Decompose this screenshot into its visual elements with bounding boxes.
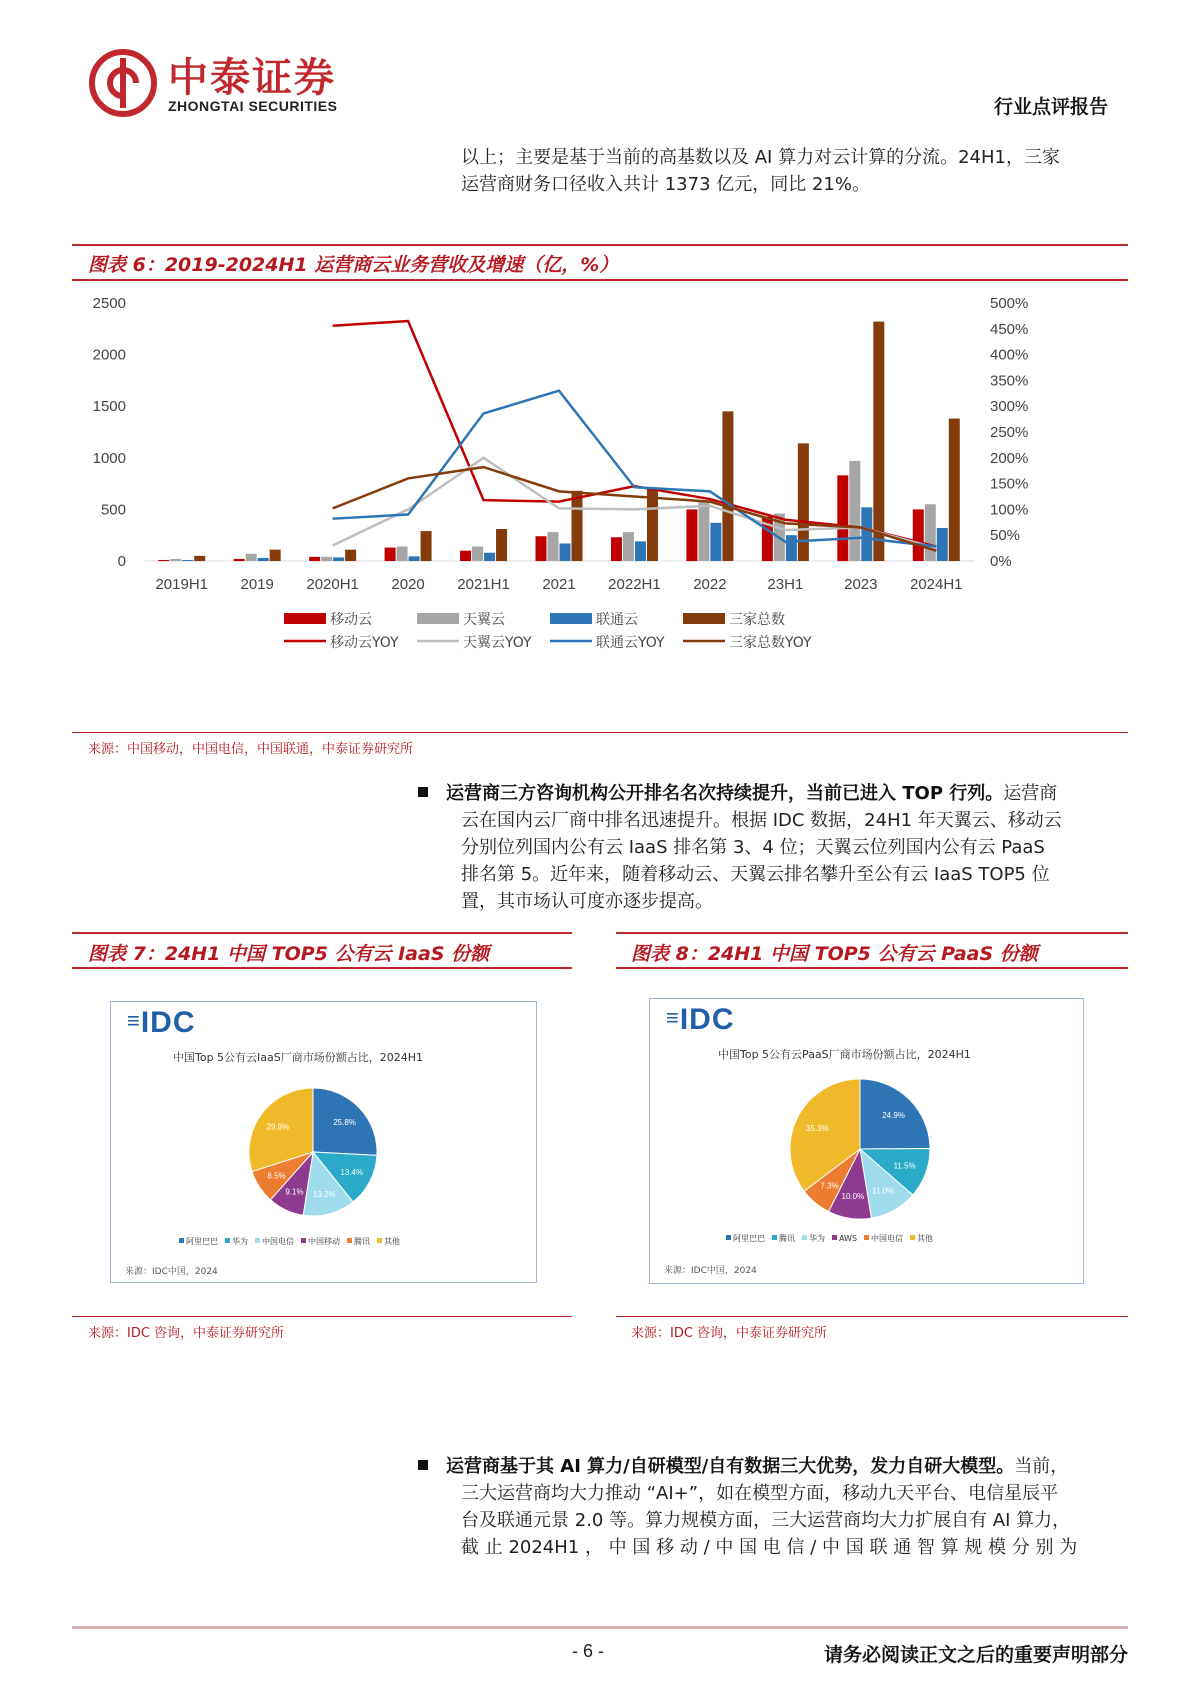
- legend-label: 移动云YOY: [330, 635, 399, 651]
- pie-legend-label: 华为: [809, 1234, 825, 1243]
- figure8-idc-panel: [649, 998, 1084, 1284]
- legend-label: 三家总数YOY: [729, 635, 812, 651]
- bar-联通云: [409, 556, 420, 561]
- bar-天翼云: [246, 554, 257, 561]
- pie-legend-label: 中国电信: [871, 1234, 904, 1243]
- pie-legend-label: 华为: [232, 1237, 248, 1246]
- pie-legend-item: [255, 1237, 294, 1246]
- x-axis-tick: 2024H1: [909, 576, 963, 593]
- bar-移动云: [536, 536, 547, 561]
- bar-三家总数: [421, 531, 432, 561]
- bar-移动云: [686, 509, 697, 561]
- footer-rule: [72, 1626, 1128, 1629]
- bar-天翼云: [472, 547, 483, 561]
- bar-天翼云: [321, 557, 332, 561]
- figure7-title: 图表 7：24H1 中国 TOP5 公有云 IaaS 份额: [88, 943, 490, 965]
- pie-slice-label: 11.0%: [872, 1186, 895, 1196]
- legend-label: 移动云: [330, 612, 372, 628]
- bar-三家总数: [873, 322, 884, 561]
- right-axis-tick: 450%: [990, 320, 1029, 338]
- intro-line-2: 运营商财务口径收入共计 1373 亿元，同比 21%。: [461, 174, 870, 195]
- figure6-bottom-rule: [72, 732, 1128, 733]
- legend-label: 联通云: [596, 612, 638, 628]
- right-axis-tick: 300%: [990, 398, 1029, 416]
- figure8-source: 来源：IDC 咨询，中泰证券研究所: [631, 1326, 828, 1341]
- x-axis-tick: 2020: [391, 576, 425, 593]
- bar-三家总数: [572, 491, 583, 561]
- legend-label: 天翼云YOY: [463, 635, 532, 651]
- figure7-source: 来源：IDC 咨询，中泰证券研究所: [88, 1326, 285, 1341]
- pie-legend-item: [910, 1234, 933, 1243]
- pie-legend-item: [772, 1234, 795, 1243]
- pie-legend-swatch: [301, 1238, 306, 1243]
- pie-legend-label: 阿里巴巴: [186, 1237, 218, 1246]
- right-axis-tick: 400%: [990, 346, 1029, 364]
- bullet1-line-2: 云在国内云厂商中排名迅速提升。根据 IDC 数据，24H1 年天翼云、移动云: [461, 810, 1062, 831]
- left-axis-tick: 1000: [92, 449, 126, 467]
- right-axis-tick: 200%: [990, 449, 1029, 467]
- bar-移动云: [309, 557, 320, 561]
- bar-联通云: [710, 523, 721, 561]
- bullet1-heading: 运营商三方咨询机构公开排名名次持续提升，当前已进入 TOP 行列。: [446, 783, 1004, 804]
- figure8-title: 图表 8：24H1 中国 TOP5 公有云 PaaS 份额: [631, 943, 1038, 965]
- bullet1-line-3: 分别位列国内公有云 IaaS 排名第 3、4 位；天翼云位列国内公有云 PaaS: [461, 837, 1045, 858]
- company-name-en: ZHONGTAI SECURITIES: [168, 98, 338, 114]
- bullet2-text: 当前，: [1014, 1456, 1069, 1477]
- idc-logo: ≡IDC: [666, 1003, 735, 1036]
- bar-联通云: [182, 560, 193, 561]
- pie-slice-label: 13.4%: [340, 1167, 364, 1177]
- pie-slice-label: 9.1%: [285, 1187, 304, 1197]
- x-axis-tick: 2020H1: [306, 576, 359, 593]
- pie-slice-label: 11.5%: [893, 1161, 916, 1171]
- bar-三家总数: [798, 443, 809, 561]
- legend-label: 联通云YOY: [596, 635, 665, 651]
- pie-legend-swatch: [179, 1238, 184, 1243]
- pie-legend-swatch: [225, 1238, 230, 1243]
- bullet1-line-5: 置，其市场认可度亦逐步提高。: [461, 891, 713, 912]
- figure6-source: 来源：中国移动，中国电信，中国联通，中泰证券研究所: [88, 742, 414, 757]
- pie-slice-label: 8.5%: [267, 1171, 286, 1181]
- pie-legend-label: 腾讯: [354, 1237, 370, 1246]
- pie-legend-swatch: [255, 1238, 260, 1243]
- figure7-idc-panel: [110, 1001, 537, 1283]
- bullet1-line-4: 排名第 5。近年来，随着移动云、天翼云排名攀升至公有云 IaaS TOP5 位: [461, 864, 1050, 885]
- idc-logo: ≡IDC: [127, 1006, 196, 1039]
- pie-legend-item: [377, 1237, 400, 1246]
- bar-三家总数: [647, 489, 658, 561]
- figure7-top-rule: [72, 932, 572, 934]
- bar-联通云: [560, 543, 571, 561]
- intro-line-1: 以上；主要是基于当前的高基数以及 AI 算力对云计算的分流。24H1，三家: [461, 147, 1060, 168]
- bar-移动云: [460, 551, 471, 561]
- pie-slice-label: 25.8%: [333, 1118, 356, 1128]
- pie-legend-item: [802, 1234, 825, 1243]
- pie-legend-item: [347, 1237, 370, 1246]
- pie-legend-label: 其他: [384, 1237, 400, 1246]
- bar-联通云: [635, 541, 646, 561]
- bar-三家总数: [722, 411, 733, 561]
- x-axis-tick: 2023: [844, 576, 878, 593]
- bar-三家总数: [496, 529, 507, 561]
- bullet2-heading: 运营商基于其 AI 算力/自研模型/自有数据三大优势，发力自研大模型。: [446, 1456, 1015, 1477]
- bar-联通云: [937, 528, 948, 561]
- pie-legend-swatch: [864, 1235, 869, 1240]
- pie-legend-item: [179, 1237, 218, 1246]
- figure7-pie-chart: [241, 1086, 401, 1226]
- x-axis-tick: 23H1: [767, 576, 804, 593]
- figure6-chart: [74, 283, 1114, 713]
- pie-legend-label: 中国移动: [308, 1237, 340, 1246]
- company-logo-icon: [88, 48, 158, 118]
- pie-slice-label: 24.9%: [882, 1111, 905, 1121]
- bar-移动云: [837, 475, 848, 561]
- bullet-paragraph-1: [418, 780, 1125, 915]
- bar-三家总数: [270, 550, 281, 561]
- bullet2-line-2: 三大运营商均大力推动 “AI+”，如在模型方面，移动九天平台、电信星辰平: [461, 1483, 1059, 1504]
- legend-swatch: [683, 613, 725, 624]
- pie-legend-swatch: [726, 1235, 731, 1240]
- figure8-idc-source: 来源：IDC中国，2024: [664, 1266, 757, 1276]
- figure7-bottom-rule: [72, 1316, 572, 1317]
- bar-移动云: [158, 560, 169, 561]
- x-axis-tick: 2019: [240, 576, 274, 593]
- figure8-pie-chart: [775, 1077, 945, 1227]
- bullet-icon: [418, 1460, 428, 1470]
- left-axis-tick: 0: [117, 553, 126, 570]
- figure6-top-rule: [72, 244, 1128, 246]
- right-axis-tick: 500%: [990, 295, 1029, 312]
- pie-legend-swatch: [377, 1238, 382, 1243]
- bar-移动云: [385, 548, 396, 561]
- pie-legend-label: 腾讯: [779, 1234, 795, 1243]
- right-axis-tick: 0%: [990, 553, 1012, 570]
- figure6-title-rule: [72, 279, 1128, 281]
- pie-slice-label: 10.0%: [841, 1192, 865, 1202]
- bar-三家总数: [194, 556, 205, 561]
- right-axis-tick: 350%: [990, 372, 1029, 390]
- company-name-cn: 中泰证券: [168, 55, 336, 101]
- legend-swatch: [417, 613, 459, 624]
- bullet-icon: [418, 787, 428, 797]
- pie-legend-label: 中国电信: [262, 1237, 294, 1246]
- page-number: - 6 -: [572, 1641, 605, 1661]
- legend-label: 天翼云: [463, 612, 505, 628]
- pie-legend-label: 阿里巴巴: [733, 1234, 765, 1243]
- bar-天翼云: [698, 501, 709, 561]
- pie-legend-item: [726, 1234, 765, 1243]
- bar-天翼云: [925, 504, 936, 561]
- figure7-idc-subtitle: 中国Top 5公有云IaaS厂商市场份额占比，2024H1: [173, 1051, 424, 1064]
- figure8-bottom-rule: [616, 1316, 1128, 1317]
- bar-天翼云: [170, 559, 181, 561]
- bar-天翼云: [849, 461, 860, 561]
- bar-联通云: [333, 557, 344, 561]
- pie-legend-item: [864, 1234, 903, 1243]
- pie-legend-swatch: [832, 1235, 837, 1240]
- figure8-pie-legend: [726, 1233, 940, 1244]
- figure6-title: 图表 6：2019-2024H1 运营商云业务营收及增速（亿，%）: [88, 254, 619, 276]
- x-axis-tick: 2022H1: [608, 576, 661, 593]
- left-axis-tick: 2000: [92, 346, 126, 364]
- bullet2-line-4: 截 止 2024H1 ， 中 国 移 动 / 中 国 电 信 / 中 国 联 通 智 算 规 模 分 别 为: [461, 1537, 1078, 1558]
- bullet-paragraph-2: [418, 1453, 1125, 1561]
- pie-legend-label: AWS: [839, 1234, 858, 1243]
- bar-天翼云: [623, 532, 634, 561]
- right-axis-tick: 150%: [990, 475, 1029, 493]
- bullet1-text: 运营商: [1003, 783, 1058, 804]
- right-axis-tick: 50%: [990, 527, 1021, 545]
- right-axis-tick: 250%: [990, 424, 1029, 441]
- bar-移动云: [234, 559, 245, 561]
- bar-联通云: [258, 558, 269, 561]
- bar-移动云: [611, 537, 622, 561]
- intro-paragraph: [461, 144, 1125, 198]
- figure8-title-rule: [616, 967, 1128, 969]
- pie-slice-label: 13.2%: [312, 1190, 336, 1200]
- pie-legend-swatch: [910, 1235, 915, 1240]
- bar-联通云: [786, 535, 797, 561]
- legend-label: 三家总数: [729, 612, 785, 628]
- x-axis-tick: 2022: [693, 576, 727, 593]
- bar-移动云: [913, 509, 924, 561]
- figure7-title-rule: [72, 967, 572, 969]
- pie-legend-swatch: [772, 1235, 777, 1240]
- pie-legend-item: [225, 1237, 248, 1246]
- bar-三家总数: [345, 550, 356, 561]
- bar-天翼云: [548, 532, 559, 561]
- pie-slice-label: 7.3%: [820, 1181, 839, 1191]
- right-axis-tick: 100%: [990, 501, 1029, 519]
- report-type: 行业点评报告: [993, 96, 1108, 118]
- legend-swatch: [550, 613, 592, 624]
- pie-legend-label: 其他: [917, 1234, 934, 1243]
- left-axis-tick: 2500: [92, 295, 126, 312]
- figure8-top-rule: [616, 932, 1128, 934]
- pie-legend-swatch: [802, 1235, 807, 1240]
- figure8-idc-subtitle: 中国Top 5公有云PaaS厂商市场份额占比，2024H1: [718, 1048, 971, 1061]
- x-axis-tick: 2021H1: [457, 576, 510, 593]
- x-axis-tick: 2021: [542, 576, 576, 593]
- bar-三家总数: [949, 419, 960, 561]
- pie-slice-label: 35.3%: [806, 1123, 829, 1133]
- x-axis-tick: 2019H1: [155, 576, 209, 593]
- left-axis-tick: 1500: [92, 398, 126, 416]
- bar-联通云: [484, 553, 495, 561]
- footer-disclaimer: 请务必阅读正文之后的重要声明部分: [823, 1644, 1128, 1666]
- pie-legend-item: [301, 1237, 340, 1246]
- bullet2-line-3: 台及联通元景 2.0 等。算力规模方面，三大运营商均大力扩展自有 AI 算力，: [461, 1510, 1071, 1531]
- left-axis-tick: 500: [100, 501, 126, 519]
- pie-legend-swatch: [347, 1238, 352, 1243]
- figure7-pie-legend: [179, 1236, 407, 1247]
- pie-legend-item: [832, 1234, 857, 1243]
- bar-联通云: [861, 507, 872, 561]
- pie-slice-label: 29.9%: [266, 1122, 290, 1132]
- figure7-idc-source: 来源：IDC中国，2024: [125, 1267, 218, 1277]
- legend-swatch: [284, 613, 326, 624]
- bar-天翼云: [397, 547, 408, 561]
